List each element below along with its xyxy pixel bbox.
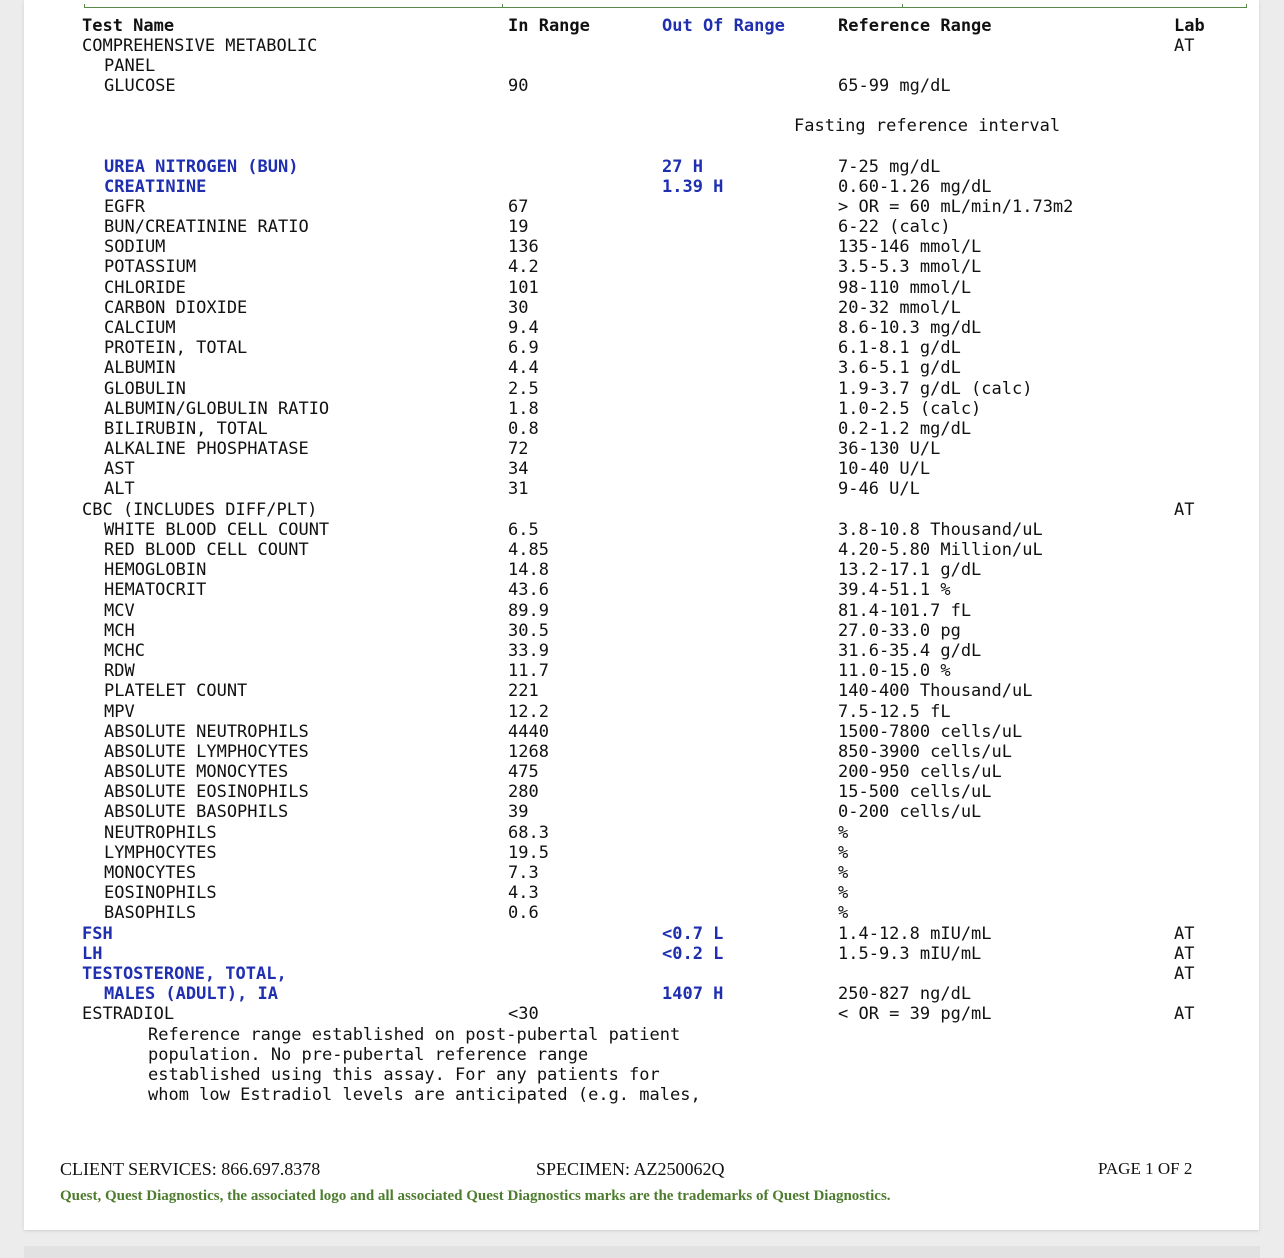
table-row xyxy=(24,217,1259,237)
reference-range: 135-146 mmol/L xyxy=(838,237,982,257)
column-divider xyxy=(902,4,903,8)
table-row xyxy=(24,379,1259,399)
table-row xyxy=(24,479,1259,499)
trademark-notice: Quest, Quest Diagnostics, the associated logo and all associated Quest Diagnostics marks are the trademarks of Quest Diagnostics. xyxy=(60,1188,891,1204)
test-name: TESTOSTERONE, TOTAL, xyxy=(82,964,287,984)
lab-code: AT xyxy=(1174,924,1195,944)
page-number: PAGE 1 OF 2 xyxy=(1098,1159,1193,1178)
in-range-value: 136 xyxy=(508,237,539,257)
table-row xyxy=(24,601,1259,621)
table-row xyxy=(24,641,1259,661)
reference-range: 13.2-17.1 g/dL xyxy=(838,560,982,580)
table-row xyxy=(24,36,1259,56)
reference-range: % xyxy=(838,843,849,863)
table-row xyxy=(24,459,1259,479)
table-row xyxy=(24,520,1259,540)
table-row xyxy=(24,681,1259,701)
table-row xyxy=(24,298,1259,318)
in-range-value: 89.9 xyxy=(508,601,549,621)
reference-range: 6.1-8.1 g/dL xyxy=(838,338,961,358)
reference-range: 27.0-33.0 pg xyxy=(838,621,961,641)
reference-range: 15-500 cells/uL xyxy=(838,782,992,802)
test-name: WHITE BLOOD CELL COUNT xyxy=(104,520,330,540)
table-row xyxy=(24,863,1259,883)
table-row xyxy=(24,540,1259,560)
reference-range: 140-400 Thousand/uL xyxy=(838,681,1033,701)
reference-range: 850-3900 cells/uL xyxy=(838,742,1012,762)
in-range-value: 68.3 xyxy=(508,823,549,843)
glucose-note-text: Fasting reference interval xyxy=(794,116,1061,136)
reference-range: 65-99 mg/dL xyxy=(838,76,951,96)
table-row xyxy=(24,964,1259,984)
table-top-border xyxy=(84,4,1247,8)
test-name: MONOCYTES xyxy=(104,863,197,883)
table-row xyxy=(24,56,1259,76)
test-name: COMPREHENSIVE METABOLIC xyxy=(82,36,318,56)
test-name: CBC (INCLUDES DIFF/PLT) xyxy=(82,500,318,520)
test-name: PANEL xyxy=(104,56,156,76)
table-row xyxy=(24,802,1259,822)
table-row xyxy=(24,358,1259,378)
reference-range: % xyxy=(838,903,849,923)
reference-range: 7.5-12.5 fL xyxy=(838,702,951,722)
test-name: ABSOLUTE BASOPHILS xyxy=(104,802,289,822)
test-name: MCH xyxy=(104,621,135,641)
out-of-range-value: <0.2 L xyxy=(662,944,724,964)
in-range-value: 0.6 xyxy=(508,903,539,923)
in-range-value: 221 xyxy=(508,681,539,701)
test-name: MCV xyxy=(104,601,135,621)
test-name: CHLORIDE xyxy=(104,278,186,298)
reference-range: 9-46 U/L xyxy=(838,479,920,499)
test-name: ALBUMIN/GLOBULIN RATIO xyxy=(104,399,330,419)
reference-range: % xyxy=(838,883,849,903)
test-name: NEUTROPHILS xyxy=(104,823,217,843)
table-row xyxy=(24,702,1259,722)
out-of-range-value: <0.7 L xyxy=(662,924,724,944)
note-text: whom low Estradiol levels are anticipated (e.g. males, xyxy=(148,1085,701,1105)
table-row xyxy=(24,76,1259,96)
reference-range: 0.60-1.26 mg/dL xyxy=(838,177,992,197)
reference-range: 11.0-15.0 % xyxy=(838,661,951,681)
note-line xyxy=(24,1045,1259,1065)
in-range-value: 4440 xyxy=(508,722,549,742)
lab-code: AT xyxy=(1174,36,1195,56)
table-row xyxy=(24,984,1259,1004)
table-row xyxy=(24,237,1259,257)
test-name: ABSOLUTE EOSINOPHILS xyxy=(104,782,309,802)
table-row xyxy=(24,924,1259,944)
table-row xyxy=(24,439,1259,459)
test-name: BASOPHILS xyxy=(104,903,197,923)
table-row xyxy=(24,157,1259,177)
header-lab: Lab xyxy=(1174,16,1205,36)
table-row xyxy=(24,177,1259,197)
reference-range: % xyxy=(838,823,849,843)
column-divider xyxy=(1246,4,1247,8)
table-row xyxy=(24,762,1259,782)
table-row xyxy=(24,560,1259,580)
test-name: MPV xyxy=(104,702,135,722)
in-range-value: 39 xyxy=(508,802,529,822)
reference-range: 250-827 ng/dL xyxy=(838,984,972,1004)
client-services: CLIENT SERVICES: 866.697.8378 xyxy=(60,1159,321,1179)
reference-range: 8.6-10.3 mg/dL xyxy=(838,318,982,338)
table-row xyxy=(24,944,1259,964)
table-row xyxy=(24,843,1259,863)
test-name: ALBUMIN xyxy=(104,358,176,378)
in-range-value: 4.4 xyxy=(508,358,539,378)
out-of-range-value: 27 H xyxy=(662,157,703,177)
reference-range: 7-25 mg/dL xyxy=(838,157,941,177)
test-name: RED BLOOD CELL COUNT xyxy=(104,540,309,560)
table-row xyxy=(24,661,1259,681)
test-name: RDW xyxy=(104,661,135,681)
out-of-range-value: 1.39 H xyxy=(662,177,724,197)
lab-code: AT xyxy=(1174,944,1195,964)
test-name: POTASSIUM xyxy=(104,257,197,277)
test-name: PLATELET COUNT xyxy=(104,681,248,701)
reference-range: 31.6-35.4 g/dL xyxy=(838,641,982,661)
in-range-value: 6.5 xyxy=(508,520,539,540)
note-text: Reference range established on post-pubertal patient xyxy=(148,1025,681,1045)
in-range-value: 4.85 xyxy=(508,540,549,560)
reference-range: 6-22 (calc) xyxy=(838,217,951,237)
in-range-value: 475 xyxy=(508,762,539,782)
in-range-value: 33.9 xyxy=(508,641,549,661)
in-range-value: 90 xyxy=(508,76,529,96)
in-range-value: 4.2 xyxy=(508,257,539,277)
out-of-range-value: 1407 H xyxy=(662,984,724,1004)
reference-range: 1.4-12.8 mIU/mL xyxy=(838,924,992,944)
test-name: BILIRUBIN, TOTAL xyxy=(104,419,268,439)
reference-range: 1.9-3.7 g/dL (calc) xyxy=(838,379,1033,399)
test-name: HEMOGLOBIN xyxy=(104,560,207,580)
test-name: MALES (ADULT), IA xyxy=(104,984,278,1004)
in-range-value: 0.8 xyxy=(508,419,539,439)
note-line xyxy=(24,1025,1259,1045)
test-name: ABSOLUTE NEUTROPHILS xyxy=(104,722,309,742)
table-row xyxy=(24,782,1259,802)
table-row xyxy=(24,722,1259,742)
table-row xyxy=(24,399,1259,419)
reference-range: 1500-7800 cells/uL xyxy=(838,722,1023,742)
reference-range: 1.0-2.5 (calc) xyxy=(838,399,982,419)
test-name: CALCIUM xyxy=(104,318,176,338)
test-name: GLUCOSE xyxy=(104,76,176,96)
reference-range: 36-130 U/L xyxy=(838,439,941,459)
in-range-value: 7.3 xyxy=(508,863,539,883)
reference-range: 20-32 mmol/L xyxy=(838,298,961,318)
test-name: PROTEIN, TOTAL xyxy=(104,338,248,358)
in-range-value: 12.2 xyxy=(508,702,549,722)
test-name: CARBON DIOXIDE xyxy=(104,298,248,318)
table-row xyxy=(24,903,1259,923)
test-name: FSH xyxy=(82,924,113,944)
lab-code: AT xyxy=(1174,1004,1195,1024)
note-text: population. No pre-pubertal reference range xyxy=(148,1045,589,1065)
reference-range: % xyxy=(838,863,849,883)
test-name: ESTRADIOL xyxy=(82,1004,175,1024)
in-range-value: 14.8 xyxy=(508,560,549,580)
reference-range: 3.5-5.3 mmol/L xyxy=(838,257,982,277)
test-name: ALT xyxy=(104,479,135,499)
test-name: EGFR xyxy=(104,197,145,217)
in-range-value: 101 xyxy=(508,278,539,298)
header-in-range: In Range xyxy=(508,16,590,36)
test-name: AST xyxy=(104,459,135,479)
note-line xyxy=(24,1085,1259,1105)
in-range-value: 19.5 xyxy=(508,843,549,863)
table-row xyxy=(24,500,1259,520)
table-header xyxy=(24,16,1259,36)
reference-range: 98-110 mmol/L xyxy=(838,278,972,298)
table-row xyxy=(24,883,1259,903)
reference-range: 4.20-5.80 Million/uL xyxy=(838,540,1043,560)
table-row xyxy=(24,621,1259,641)
in-range-value: 43.6 xyxy=(508,580,549,600)
note-text: established using this assay. For any patients for xyxy=(148,1065,660,1085)
table-row xyxy=(24,318,1259,338)
reference-range: 3.8-10.8 Thousand/uL xyxy=(838,520,1043,540)
test-name: CREATININE xyxy=(104,177,207,197)
column-divider xyxy=(84,4,85,8)
test-name: BUN/CREATININE RATIO xyxy=(104,217,309,237)
next-page-edge xyxy=(24,1246,1260,1258)
table-row xyxy=(24,257,1259,277)
in-range-value: <30 xyxy=(508,1004,539,1024)
table-row xyxy=(24,823,1259,843)
glucose-note xyxy=(24,116,1259,136)
test-name: HEMATOCRIT xyxy=(104,580,207,600)
test-name: ABSOLUTE LYMPHOCYTES xyxy=(104,742,309,762)
reference-range: 10-40 U/L xyxy=(838,459,931,479)
reference-range: 0.2-1.2 mg/dL xyxy=(838,419,972,439)
table-row xyxy=(24,742,1259,762)
in-range-value: 6.9 xyxy=(508,338,539,358)
test-name: EOSINOPHILS xyxy=(104,883,217,903)
in-range-value: 1.8 xyxy=(508,399,539,419)
in-range-value: 11.7 xyxy=(508,661,549,681)
in-range-value: 2.5 xyxy=(508,379,539,399)
in-range-value: 31 xyxy=(508,479,529,499)
reference-range: > OR = 60 mL/min/1.73m2 xyxy=(838,197,1074,217)
test-name: LH xyxy=(82,944,103,964)
reference-range: 3.6-5.1 g/dL xyxy=(838,358,961,378)
reference-range: 200-950 cells/uL xyxy=(838,762,1002,782)
reference-range: < OR = 39 pg/mL xyxy=(838,1004,992,1024)
reference-range: 1.5-9.3 mIU/mL xyxy=(838,944,982,964)
header-out-of-range: Out Of Range xyxy=(662,16,785,36)
in-range-value: 9.4 xyxy=(508,318,539,338)
header-test-name: Test Name xyxy=(82,16,175,36)
header-reference-range: Reference Range xyxy=(838,16,992,36)
test-name: SODIUM xyxy=(104,237,166,257)
table-row xyxy=(24,419,1259,439)
in-range-value: 30.5 xyxy=(508,621,549,641)
in-range-value: 34 xyxy=(508,459,529,479)
report-page xyxy=(24,0,1259,1230)
table-row xyxy=(24,338,1259,358)
test-name: UREA NITROGEN (BUN) xyxy=(104,157,299,177)
table-row xyxy=(24,197,1259,217)
lab-code: AT xyxy=(1174,964,1195,984)
in-range-value: 72 xyxy=(508,439,529,459)
note-line xyxy=(24,1065,1259,1085)
table-row xyxy=(24,580,1259,600)
in-range-value: 280 xyxy=(508,782,539,802)
table-row xyxy=(24,1004,1259,1024)
reference-range: 0-200 cells/uL xyxy=(838,802,982,822)
in-range-value: 19 xyxy=(508,217,529,237)
test-name: LYMPHOCYTES xyxy=(104,843,217,863)
specimen-id: SPECIMEN: AZ250062Q xyxy=(536,1159,725,1179)
reference-range: 81.4-101.7 fL xyxy=(838,601,972,621)
test-name: ABSOLUTE MONOCYTES xyxy=(104,762,289,782)
column-divider xyxy=(502,4,503,8)
reference-range: 39.4-51.1 % xyxy=(838,580,951,600)
test-name: ALKALINE PHOSPHATASE xyxy=(104,439,309,459)
in-range-value: 4.3 xyxy=(508,883,539,903)
table-row xyxy=(24,278,1259,298)
in-range-value: 1268 xyxy=(508,742,549,762)
lab-code: AT xyxy=(1174,500,1195,520)
test-name: GLOBULIN xyxy=(104,379,186,399)
in-range-value: 67 xyxy=(508,197,529,217)
in-range-value: 30 xyxy=(508,298,529,318)
test-name: MCHC xyxy=(104,641,145,661)
